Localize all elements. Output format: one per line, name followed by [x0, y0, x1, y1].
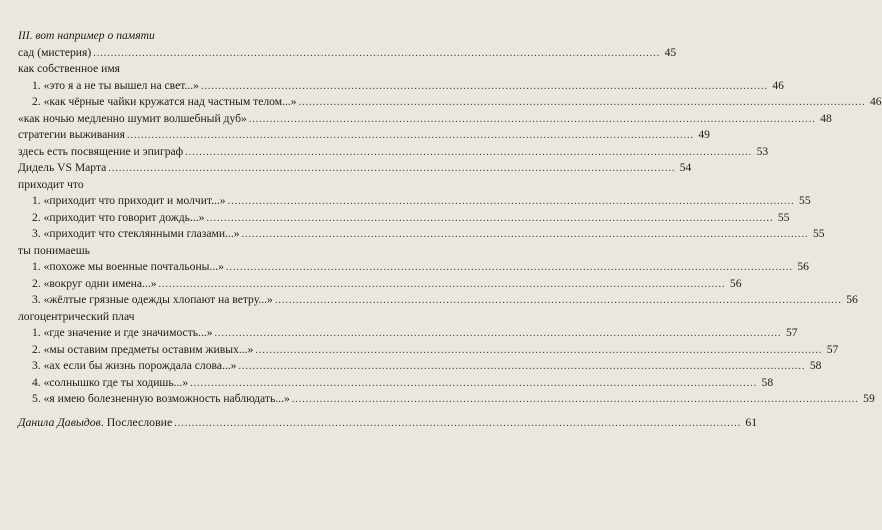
leader-dots — [238, 359, 805, 376]
page-number: 55 — [799, 194, 811, 207]
page-number: 54 — [679, 161, 692, 174]
leader-dots — [127, 128, 694, 145]
leader-dots — [292, 392, 859, 409]
page-number: 48 — [820, 111, 832, 125]
page-number: 57 — [826, 342, 839, 356]
page-number: 58 — [761, 375, 774, 389]
leader-dots — [174, 416, 741, 433]
page-number: 57 — [785, 326, 798, 339]
toc-entry — [18, 391, 875, 408]
toc-entry-text: Дидель VS Марта — [18, 161, 107, 174]
leader-dots — [275, 293, 842, 310]
page-number: 53 — [756, 144, 769, 158]
page-number: 59 — [863, 392, 875, 405]
page-number: 56 — [797, 260, 809, 273]
toc-entry — [18, 127, 710, 144]
toc-entry-text: ты понимаешь — [18, 243, 90, 257]
toc-entry-text: как собственное имя — [18, 62, 121, 75]
toc-entry-text: 4. «солнышко где ты ходишь...» — [32, 375, 189, 389]
toc-entry-text: 1. «это я а не ты вышел на свет...» — [32, 78, 199, 92]
leader-dots — [215, 326, 782, 343]
page-number: 61 — [745, 414, 758, 429]
toc-entry-text: 3. «приходит что стеклянными глазами...» — [32, 227, 240, 240]
toc-entry-text: 1. «где значение и где значимость...» — [32, 326, 213, 339]
leader-dots — [206, 211, 773, 228]
toc-entry — [18, 94, 882, 111]
page-number: 55 — [777, 210, 790, 224]
toc-entry-text: 1. «приходит что приходит и молчит...» — [32, 194, 226, 207]
toc-entry-text: III. вот например о памяти — [18, 29, 155, 42]
leader-dots — [226, 260, 793, 277]
page-number: 45 — [664, 45, 677, 59]
toc-entry-afterword — [18, 414, 758, 431]
page-number: 58 — [809, 359, 822, 372]
leader-dots — [255, 343, 822, 360]
toc-entry — [18, 325, 798, 342]
toc-entry-text: 2. «мы оставим предметы оставим живых...» — [32, 342, 254, 356]
toc-entry-text: 1. «похоже мы военные почтальоны...» — [32, 260, 224, 273]
toc-entry — [18, 111, 832, 128]
toc-entry-text: приходит что — [18, 177, 84, 191]
leader-dots — [299, 95, 866, 112]
leader-dots — [93, 46, 660, 63]
page-number: 55 — [812, 227, 825, 240]
toc-entry — [18, 358, 822, 375]
toc-entry-text: логоцентрический плач — [18, 309, 135, 323]
page-number: 46 — [772, 78, 784, 92]
toc-entry — [18, 193, 811, 210]
toc-section-heading — [18, 243, 403, 260]
leader-dots — [249, 112, 816, 129]
toc-entry-text: 2. «как чёрные чайки кружатся над частным телом...» — [32, 95, 297, 108]
page-number: 49 — [698, 128, 710, 141]
toc-entry — [18, 78, 784, 95]
afterword-title: . Послесловие — [100, 414, 173, 429]
toc-entry — [18, 276, 742, 293]
leader-dots — [228, 194, 795, 211]
leader-dots — [190, 376, 757, 393]
toc-entry — [18, 342, 839, 359]
leader-dots — [242, 227, 809, 244]
leader-dots — [185, 145, 752, 162]
author-name: Данила Давыдов — [18, 414, 101, 429]
toc-entry — [18, 144, 769, 161]
toc-section-heading — [18, 309, 403, 326]
toc-section-heading — [18, 177, 403, 194]
toc-entry-text: 2. «приходит что говорит дождь...» — [32, 210, 205, 224]
toc-entry — [18, 45, 677, 62]
toc-entry-text: 3. «жёлтые грязные одежды хлопают на ветру...» — [32, 293, 273, 306]
leader-dots — [159, 277, 726, 294]
page-number: 56 — [846, 293, 858, 306]
toc-list — [18, 28, 882, 408]
toc-entry-text: «как ночью медленно шумит волшебный дуб» — [18, 111, 247, 125]
toc-entry — [18, 375, 774, 392]
page-number: 56 — [729, 276, 742, 290]
toc-entry-text: здесь есть посвящение и эпиграф — [18, 144, 184, 158]
toc-entry-text: 3. «ах если бы жизнь порождала слова...» — [32, 359, 237, 372]
toc-section-heading — [18, 28, 403, 45]
toc-entry — [18, 226, 825, 243]
page-number: 46 — [870, 95, 882, 108]
toc-entry-text: стратегии выживания — [18, 128, 125, 141]
toc-entry — [18, 160, 692, 177]
toc-entry-text: 2. «вокруг одни имена...» — [32, 276, 157, 290]
toc-entry — [18, 292, 858, 309]
toc-section-heading — [18, 61, 403, 78]
leader-dots — [108, 161, 675, 178]
toc-entry-text — [18, 414, 172, 431]
toc-entry — [18, 259, 809, 276]
toc-entry — [18, 210, 790, 227]
toc-entry-text: 5. «я имею болезненную возможность наблюдать...» — [32, 392, 290, 405]
leader-dots — [201, 79, 768, 96]
toc-entry-text: сад (мистерия) — [18, 45, 92, 59]
